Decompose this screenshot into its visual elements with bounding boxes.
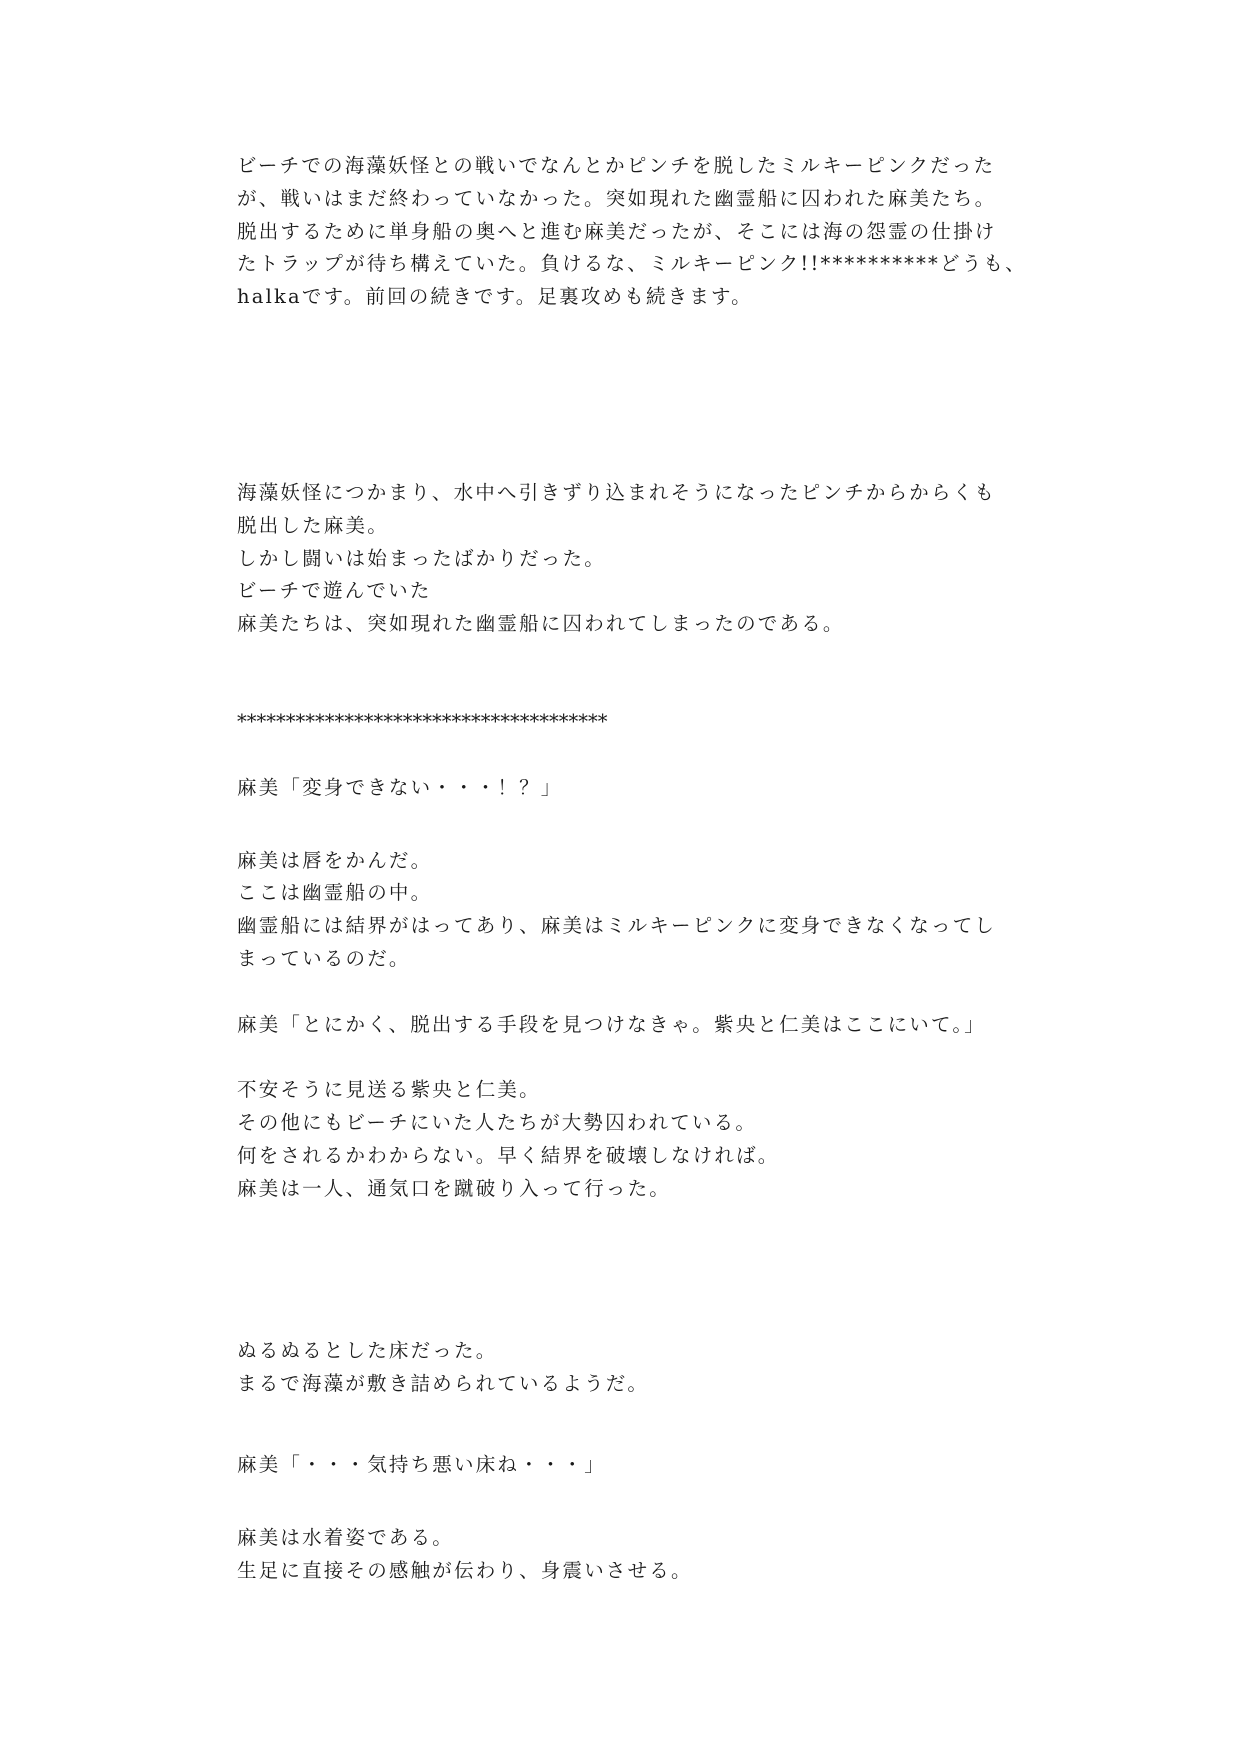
dialogue-line: 麻美「変身できない・・・！？」 — [237, 775, 563, 799]
text-line: 麻美は唇をかんだ。 — [237, 848, 433, 872]
dialogue-line: 麻美「・・・気持ち悪い床ね・・・」 — [237, 1452, 606, 1476]
text-line: 海藻妖怪につかまり、水中へ引きずり込まれそうになったピンチからからくも — [237, 480, 997, 504]
text-line: 脱出するために単身船の奥へと進む麻美だったが、そこには海の怨霊の仕掛け — [237, 219, 997, 243]
spacer — [237, 805, 1007, 845]
dialogue-3 — [237, 1449, 1007, 1482]
text-line: 何をされるかわからない。早く結界を破壊しなければ。 — [237, 1143, 780, 1167]
text-line: ここは幽霊船の中。 — [237, 881, 433, 905]
text-line: 麻美たちは、突如現れた幽霊船に囚われてしまったのである。 — [237, 612, 845, 636]
text-line: halkaです。前回の続きです。足裏攻めも続きます。 — [237, 285, 753, 309]
text-line: まっているのだ。 — [237, 946, 411, 970]
intro-paragraph — [237, 477, 1007, 641]
spacer — [237, 1482, 1007, 1522]
narration-4 — [237, 1522, 1007, 1588]
separator-line: ************************************** — [237, 709, 608, 733]
spacer — [237, 314, 1007, 477]
spacer — [237, 1205, 1007, 1335]
spacer — [237, 739, 1007, 772]
separator — [237, 706, 1007, 739]
spacer — [237, 641, 1007, 706]
text-line: ビーチで遊んでいた — [237, 579, 432, 603]
narration-2 — [237, 1074, 1007, 1205]
narration-3 — [237, 1335, 1007, 1401]
spacer — [237, 1041, 1007, 1074]
text-line: たトラップが待ち構えていた。負けるな、ミルキーピンク!!**********どうも、 — [237, 252, 1027, 276]
text-line: 麻美は水着姿である。 — [237, 1525, 455, 1549]
text-line: その他にもビーチにいた人たちが大勢囚われている。 — [237, 1110, 758, 1134]
text-column — [237, 150, 1027, 1587]
text-line: 生足に直接その感触が伝わり、身震いさせる。 — [237, 1558, 693, 1582]
dialogue-2 — [237, 1009, 1007, 1042]
text-line: ぬるぬるとした床だった。 — [237, 1339, 498, 1363]
narration-1 — [237, 845, 1007, 976]
text-line: が、戦いはまだ終わっていなかった。突如現れた幽霊船に囚われた麻美たち。 — [237, 186, 997, 210]
text-line: 不安そうに見送る紫央と仁美。 — [237, 1078, 541, 1102]
synopsis-paragraph — [237, 150, 1027, 314]
spacer — [237, 1401, 1007, 1449]
text-line: 幽霊船には結界がはってあり、麻美はミルキーピンクに変身できなくなってし — [237, 914, 997, 938]
text-line: まるで海藻が敷き詰められているようだ。 — [237, 1372, 650, 1396]
text-line: ビーチでの海藻妖怪との戦いでなんとかピンチを脱したミルキーピンクだった — [237, 154, 996, 177]
dialogue-line: 麻美「とにかく、脱出する手段を見つけなきゃ。紫央と仁美はここにいて。」 — [237, 1012, 986, 1036]
dialogue-1 — [237, 772, 1007, 805]
text-line: しかし闘いは始まったばかりだった。 — [237, 546, 606, 570]
text-line: 麻美は一人、通気口を蹴破り入って行った。 — [237, 1176, 672, 1200]
spacer — [237, 976, 1007, 1009]
text-line: 脱出した麻美。 — [237, 513, 389, 537]
